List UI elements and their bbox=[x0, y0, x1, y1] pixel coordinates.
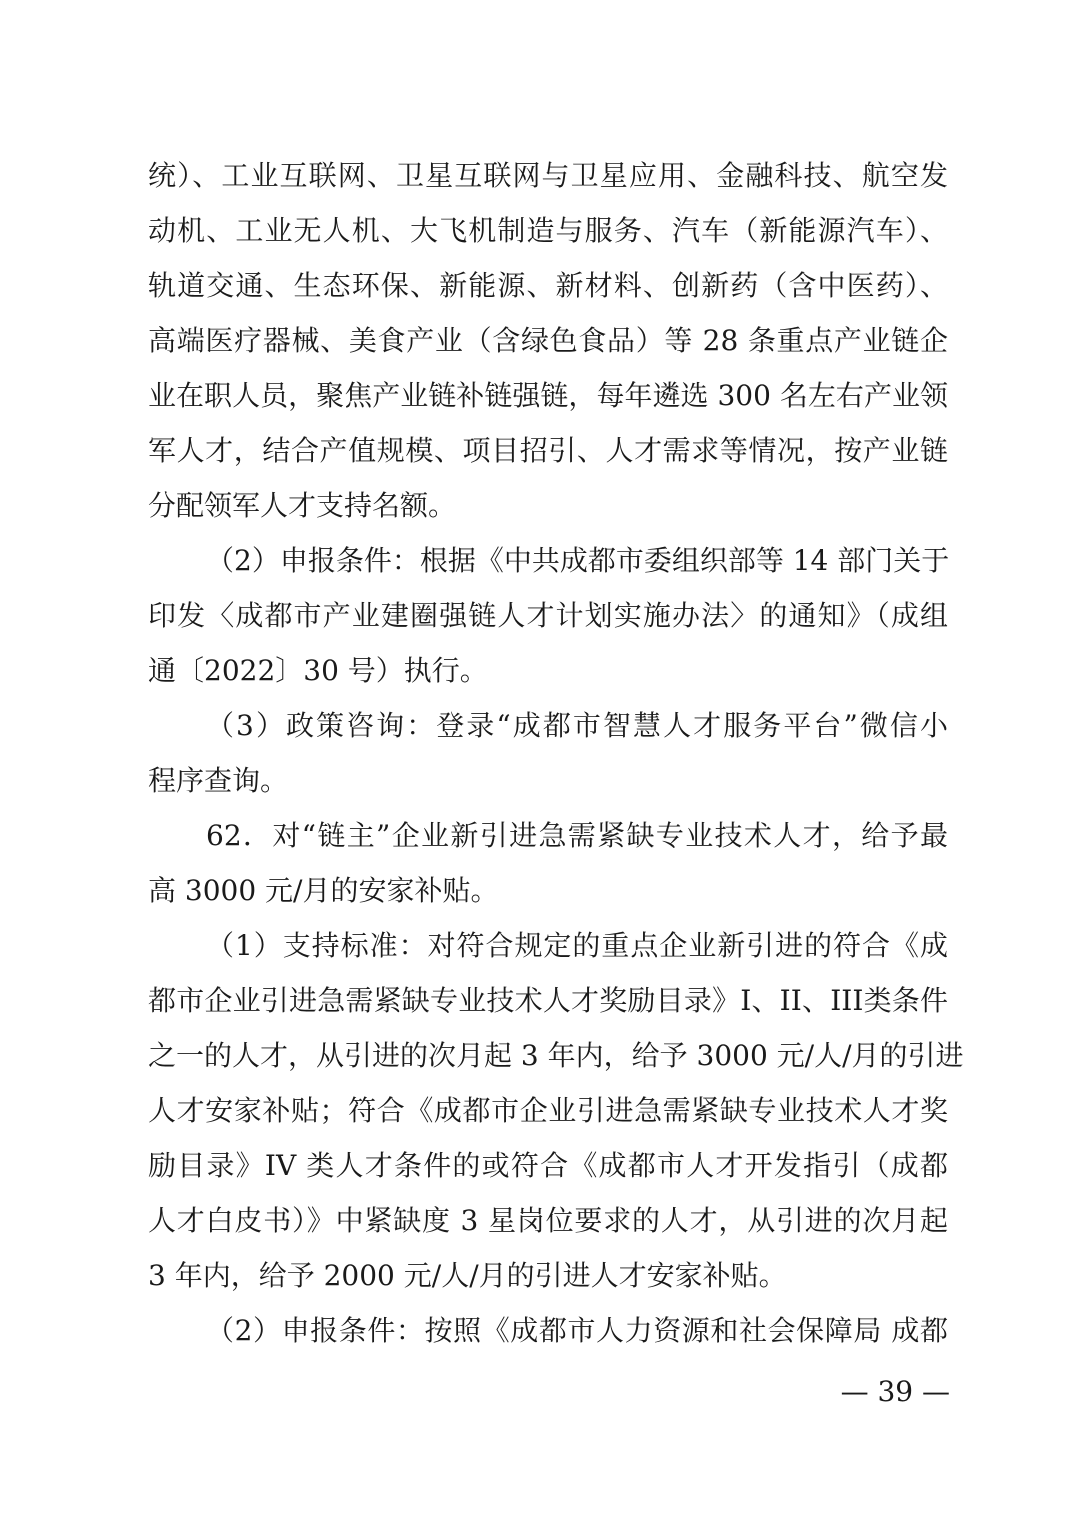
text-line: 之一的人才，从引进的次月起 3 年内，给予 3000 元/人/月的引进 bbox=[148, 1039, 964, 1072]
text-line: 程序查询。 bbox=[148, 764, 289, 797]
text-line: 人才白皮书）》中紧缺度 3 星岗位要求的人才，从引进的次月起 bbox=[148, 1204, 948, 1237]
text-line: 印发〈成都市产业建圈强链人才计划实施办法〉的通知》（成组 bbox=[148, 599, 948, 632]
text-line: 高端医疗器械、美食产业（含绿色食品）等 28 条重点产业链企 bbox=[148, 324, 948, 357]
text-line: （1）支持标准：对符合规定的重点企业新引进的符合《成 bbox=[206, 929, 948, 962]
text-line: 通〔2022〕30 号）执行。 bbox=[148, 654, 488, 687]
text-line: 轨道交通、生态环保、新能源、新材料、创新药（含中医药）、 bbox=[148, 269, 948, 302]
text-line: 军人才，结合产值规模、项目招引、人才需求等情况，按产业链 bbox=[148, 434, 948, 467]
text-line: 动机、工业无人机、大飞机制造与服务、汽车（新能源汽车）、 bbox=[148, 214, 948, 247]
text-line: （3）政策咨询：登录“成都市智慧人才服务平台”微信小 bbox=[206, 709, 948, 742]
text-line: 62．对“链主”企业新引进急需紧缺专业技术人才，给予最 bbox=[206, 819, 948, 852]
text-line: （2）申报条件：按照《成都市人力资源和社会保障局 成都 bbox=[206, 1314, 948, 1347]
text-line: 都市企业引进急需紧缺专业技术人才奖励目录》I、II、III类条件 bbox=[148, 984, 948, 1017]
text-line: 统）、工业互联网、卫星互联网与卫星应用、金融科技、航空发 bbox=[148, 159, 948, 192]
text-line: 高 3000 元/月的安家补贴。 bbox=[148, 874, 499, 907]
text-line: 分配领军人才支持名额。 bbox=[148, 489, 457, 522]
page-number: — 39 — bbox=[840, 1375, 950, 1408]
text-line: 励目录》IV 类人才条件的或符合《成都市人才开发指引（成都 bbox=[148, 1149, 948, 1182]
text-line: 业在职人员，聚焦产业链补链强链，每年遴选 300 名左右产业领 bbox=[148, 379, 948, 412]
text-line: （2）申报条件：根据《中共成都市委组织部等 14 部门关于 bbox=[206, 544, 950, 577]
text-line: 人才安家补贴；符合《成都市企业引进急需紧缺专业技术人才奖 bbox=[148, 1094, 948, 1127]
text-line: 3 年内，给予 2000 元/人/月的引进人才安家补贴。 bbox=[148, 1259, 787, 1292]
